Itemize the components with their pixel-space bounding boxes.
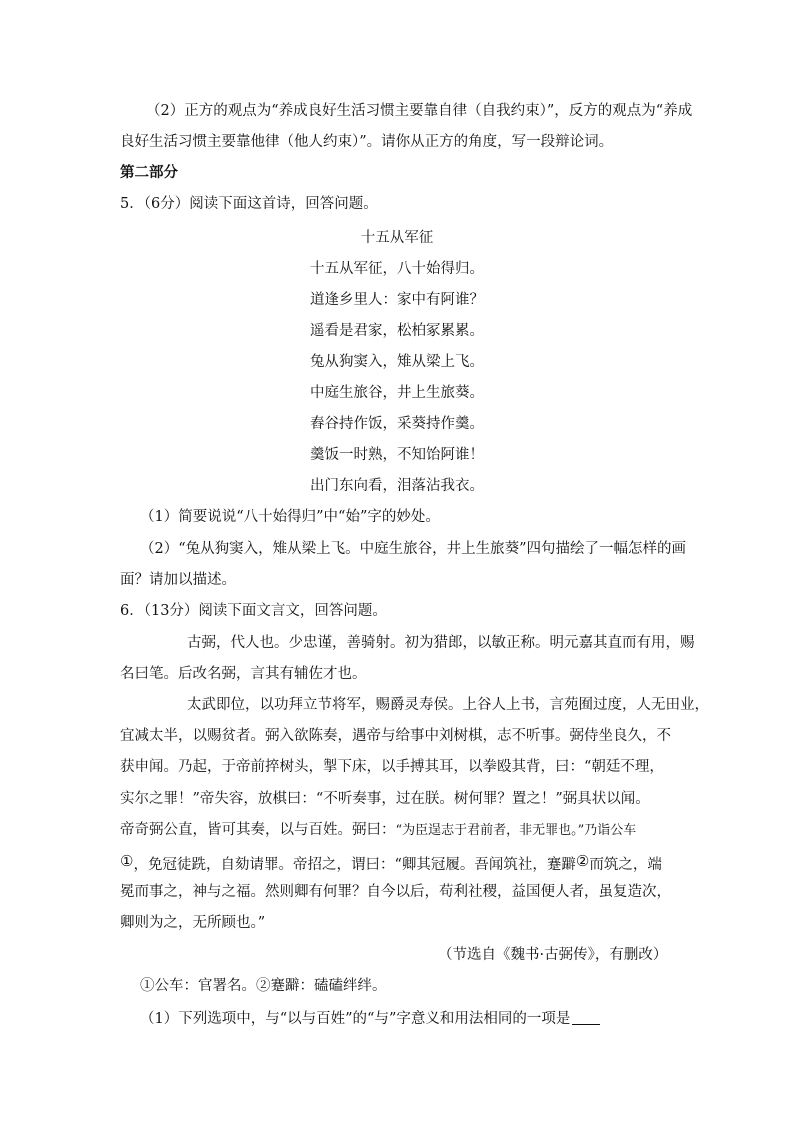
poem-line: 十五从军征，八十始得归。 xyxy=(310,261,484,277)
passage-text: 帝奇弼公直，皆可其奏，以与百姓。弼曰： xyxy=(120,822,396,838)
q5-sub-2-line-1: （2）“兔从狗窦入，雉从梁上飞。中庭生旅谷，井上生旅葵”四句描绘了一幅怎样的画 xyxy=(140,541,687,557)
part-2-heading: 第二部分 xyxy=(120,164,178,181)
q4-2-line-1: （2）正方的观点为“养成良好生活习惯主要靠自律（自我约束）”，反方的观点为“养成 xyxy=(146,103,693,119)
q5-stem: 5．（6分）阅读下面这首诗，回答问题。 xyxy=(120,196,378,212)
passage-text: 而筑之，端 xyxy=(589,857,662,873)
passage-line: 冕而事之，神与之福。然则卿有何罪？自今以后，苟利社稷，益国便人者，虽复造次， xyxy=(120,884,671,900)
q5-sub-1: （1）简要说说“八十始得归”中“始”字的妙处。 xyxy=(140,509,440,525)
passage-line: 太武即位，以功拜立节将军，赐爵灵寿侯。上谷人上书，言苑囿过度，人无田业， xyxy=(187,697,709,713)
poem-title: 十五从军征 xyxy=(360,230,434,246)
answer-blank[interactable] xyxy=(572,1010,600,1025)
poem-line: 出门东向看，泪落沾我衣。 xyxy=(310,478,484,494)
poem-line: 道逢乡里人：家中有阿谁？ xyxy=(310,292,484,308)
q6-sub-1 xyxy=(140,1009,600,1029)
q6-stem: 6．（13分）阅读下面文言文，回答问题。 xyxy=(120,603,387,619)
passage-quote: “为臣逞志于君前者，非无罪也。”乃诣公车 xyxy=(395,823,637,838)
passage-line: 实尔之罪！”帝失容，放棋曰：“不听奏事，过在朕。树何罪？置之！”弼具状以闻。 xyxy=(120,791,650,807)
passage-notes: ①公车：官署名。②蹇躃：磕磕绊绊。 xyxy=(140,978,387,994)
poem-line: 羹饭一时熟，不知饴阿谁！ xyxy=(310,447,484,463)
poem-line: 舂谷持作饭，采葵持作羹。 xyxy=(310,416,484,432)
poem-line: 中庭生旅谷，井上生旅葵。 xyxy=(310,385,484,401)
passage-text: ，免冠徒跣，自劾请罪。帝招之，谓曰：“卿其冠履。吾闻筑社，蹇躃 xyxy=(133,857,576,873)
passage-line: 卿则为之，无所顾也。” xyxy=(120,915,266,931)
passage-line: 宜减太半，以赐贫者。弼入欲陈奏，遇帝与给事中刘树棋，志不听事。弼侍坐良久，不 xyxy=(120,728,671,744)
passage-line xyxy=(120,851,662,875)
passage-line: 名曰笔。后改名弼，言其有辅佐才也。 xyxy=(120,666,367,682)
footnote-marker-2: ② xyxy=(575,852,590,870)
passage-source: （节选自《魏书·古弼传》，有删改） xyxy=(438,947,668,963)
passage-line xyxy=(120,820,636,841)
q5-sub-2-line-2: 面？请加以描述。 xyxy=(120,572,236,588)
poem-line: 兔从狗窦入，雉从梁上飞。 xyxy=(310,354,484,370)
passage-line: 古弼，代人也。少忠谨，善骑射。初为猎郎，以敏正称。明元嘉其直而有用，赐 xyxy=(187,635,695,651)
q6-sub-1-text: （1）下列选项中，与“以与百姓”的“与”字意义和用法相同的一项是 xyxy=(140,1011,571,1027)
poem-line: 遥看是君家，松柏冢累累。 xyxy=(310,323,484,339)
q4-2-line-2: 良好生活习惯主要靠他律（他人约束）”。请你从正方的角度，写一段辩论词。 xyxy=(120,134,614,150)
passage-line: 获申闻。乃起，于帝前捽树头，掣下床，以手搏其耳，以拳殴其背，曰：“朝廷不理， xyxy=(120,759,664,775)
footnote-marker-1: ① xyxy=(120,852,134,870)
